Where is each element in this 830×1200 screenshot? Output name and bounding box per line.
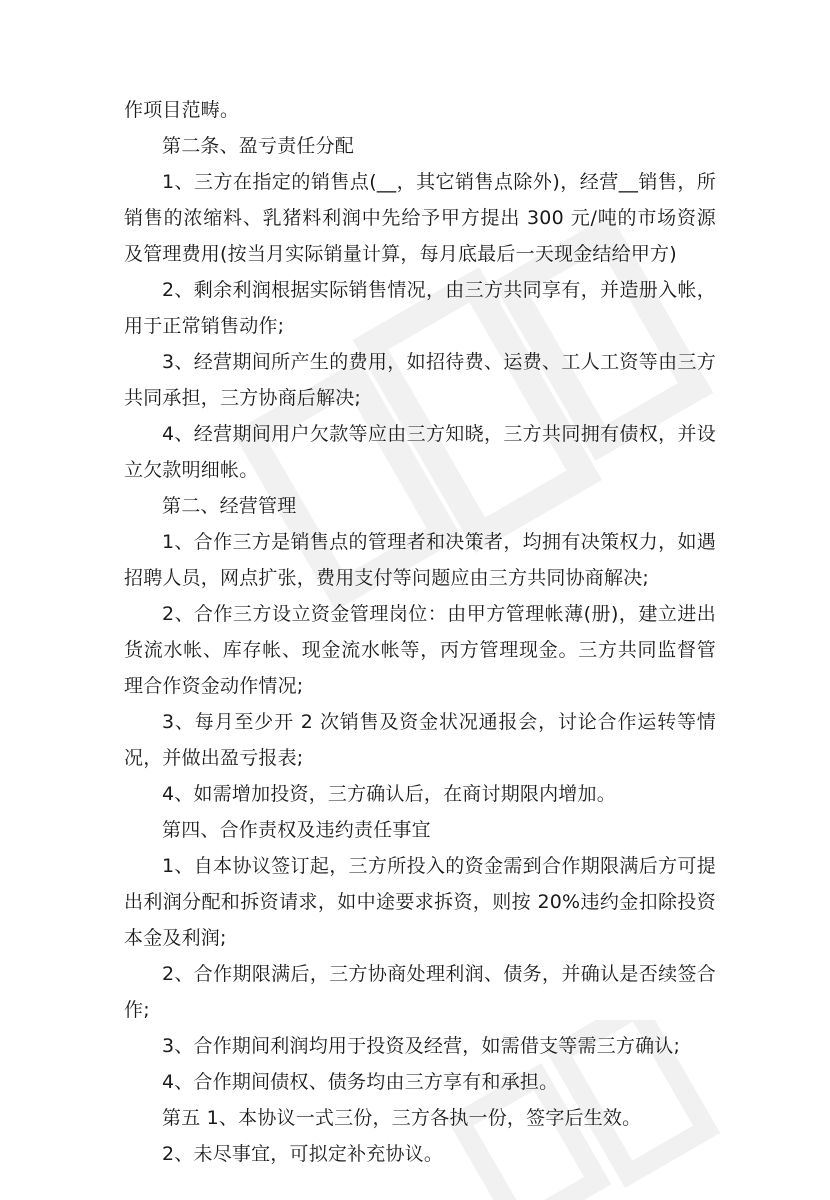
paragraph-profit-3: 3、经营期间所产生的费用，如招待费、运费、工人工资等由三方共同承担，三方协商后解决; bbox=[124, 351, 716, 409]
paragraph-profit-4: 4、经营期间用户欠款等应由三方知晓，三方共同拥有债权，并设立欠款明细帐。 bbox=[124, 423, 716, 481]
paragraph-0: 作项目范畴。 bbox=[124, 99, 240, 121]
paragraph-liability-3: 3、合作期间利润均用于投资及经营，如需借支等需三方确认; bbox=[162, 1035, 681, 1057]
section-five-clause-2: 2、未尽事宜，可拟定补充协议。 bbox=[162, 1143, 444, 1165]
section-five-clause-1: 第五 1、本协议一式三份，三方各执一份，签字后生效。 bbox=[162, 1107, 642, 1129]
paragraph-management-3: 3、每月至少开 2 次销售及资金状况通报会，讨论合作运转等情况，并做出盈亏报表; bbox=[124, 711, 716, 769]
paragraph-management-2: 2、合作三方设立资金管理岗位：由甲方管理帐薄(册)，建立进出货流水帐、库存帐、现金流水帐等，丙方管理现金。三方共同监督管理合作资金动作情况; bbox=[124, 603, 716, 697]
section-heading-liability: 第四、合作责权及违约责任事宜 bbox=[162, 819, 431, 841]
section-heading-profit-loss: 第二条、盈亏责任分配 bbox=[162, 135, 355, 157]
paragraph-profit-1: 1、三方在指定的销售点(__，其它销售点除外)，经营__销售，所销售的浓缩料、乳猪料利润中先给予甲方提出 300 元/吨的市场资源及管理费用(按当月实际销量计算，每月底最后一天现金结给甲方) bbox=[124, 171, 716, 265]
section-heading-management: 第二、经营管理 bbox=[162, 495, 297, 517]
paragraph-liability-2: 2、合作期限满后，三方协商处理利润、债务，并确认是否续签合作; bbox=[124, 963, 716, 1021]
paragraph-liability-4: 4、合作期间债权、债务均由三方享有和承担。 bbox=[162, 1071, 559, 1093]
paragraph-liability-1: 1、自本协议签订起，三方所投入的资金需到合作期限满后方可提出利润分配和拆资请求，如中途要求拆资，则按 20%违约金扣除投资本金及利润; bbox=[124, 855, 716, 949]
paragraph-profit-2: 2、剩余利润根据实际销售情况，由三方共同享有，并造册入帐，用于正常销售动作; bbox=[124, 279, 716, 337]
document-body bbox=[124, 92, 716, 1172]
paragraph-management-4: 4、如需增加投资，三方确认后，在商讨期限内增加。 bbox=[162, 783, 616, 805]
paragraph-management-1: 1、合作三方是销售点的管理者和决策者，均拥有决策权力，如遇招聘人员，网点扩张，费用支付等问题应由三方共同协商解决; bbox=[124, 531, 716, 589]
